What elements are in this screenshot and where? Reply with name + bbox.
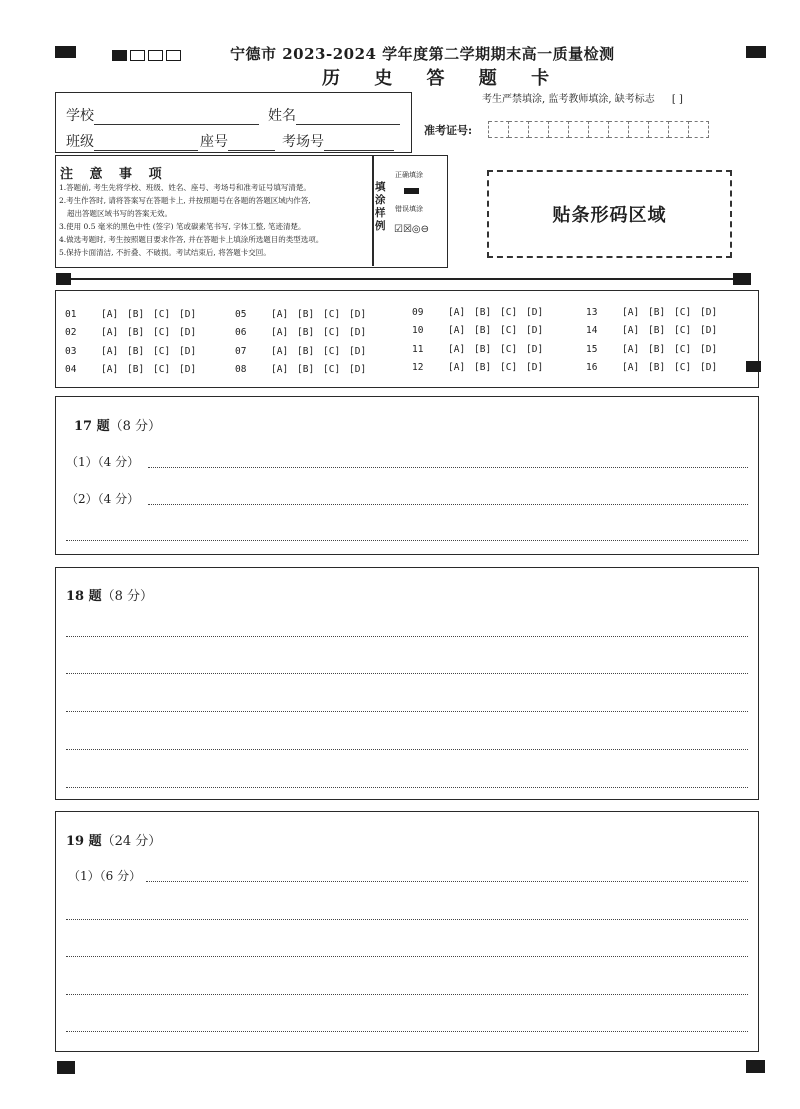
question-number: 16	[586, 362, 598, 374]
mcq-box	[55, 290, 759, 388]
notes-title: 注 意 事 项	[60, 167, 168, 182]
option-C[interactable]: [C]	[153, 345, 171, 357]
option-A[interactable]: [A]	[101, 327, 119, 339]
question-number: 04	[65, 364, 77, 376]
question-number: 15	[586, 343, 598, 355]
question-number: 12	[412, 362, 424, 374]
question-number: 07	[235, 345, 247, 357]
mcq-row	[586, 340, 726, 359]
option-D[interactable]: [D]	[179, 364, 197, 376]
mcq-row	[412, 303, 552, 322]
option-A[interactable]: [A]	[448, 325, 466, 337]
option-A[interactable]: [A]	[622, 343, 640, 355]
option-D[interactable]: [D]	[526, 306, 544, 318]
class-field[interactable]	[94, 134, 198, 151]
option-B[interactable]: [B]	[297, 345, 315, 357]
q18-answer-box	[55, 567, 759, 800]
school-label: 学校	[66, 108, 94, 124]
option-A[interactable]: [A]	[271, 364, 289, 376]
mcq-column	[586, 303, 726, 377]
answer-line[interactable]	[66, 1031, 748, 1032]
q18-title: 18 题	[66, 589, 102, 604]
q19-score: （24 分）	[101, 834, 162, 849]
fill-example-label: 填涂样例	[375, 181, 386, 232]
mcq-row	[235, 305, 375, 324]
option-A[interactable]: [A]	[448, 362, 466, 374]
q17-score: （8 分）	[109, 419, 162, 434]
answer-line[interactable]	[148, 467, 748, 468]
question-number: 06	[235, 327, 247, 339]
mcq-row	[235, 361, 375, 380]
question-number: 11	[412, 343, 424, 355]
mcq-row	[586, 359, 726, 378]
option-C[interactable]: [C]	[153, 327, 171, 339]
option-C[interactable]: [C]	[674, 362, 692, 374]
option-D[interactable]: [D]	[179, 345, 197, 357]
timing-mark-mcq	[746, 361, 761, 372]
option-A[interactable]: [A]	[622, 306, 640, 318]
question-number: 01	[65, 308, 77, 320]
timing-mark-bottom-left	[57, 1061, 75, 1074]
q19-title: 19 题	[66, 834, 102, 849]
option-D[interactable]: [D]	[700, 343, 718, 355]
correct-fill-sample	[404, 188, 419, 194]
mcq-column	[235, 305, 375, 379]
option-B[interactable]: [B]	[127, 308, 145, 320]
mcq-column	[65, 305, 205, 379]
option-D[interactable]: [D]	[349, 345, 367, 357]
option-B[interactable]: [B]	[648, 362, 666, 374]
student-info-box	[55, 92, 412, 153]
option-A[interactable]: [A]	[622, 325, 640, 337]
q19-part-1-label: （1）（6 分）	[68, 869, 142, 883]
seat-label: 座号	[200, 134, 228, 150]
barcode-area	[487, 170, 732, 258]
note-line: 超出答题区域书写的答案无效。	[67, 209, 172, 218]
option-C[interactable]: [C]	[323, 308, 341, 320]
mcq-row	[235, 342, 375, 361]
option-B[interactable]: [B]	[297, 364, 315, 376]
seat-field[interactable]	[228, 134, 275, 151]
option-A[interactable]: [A]	[271, 327, 289, 339]
option-B[interactable]: [B]	[474, 306, 492, 318]
question-number: 14	[586, 325, 598, 337]
option-D[interactable]: [D]	[349, 327, 367, 339]
option-D[interactable]: [D]	[179, 327, 197, 339]
note-line: 2.考生作答时, 请将答案写在答题卡上, 并按照题号在各题的答题区域内作答,	[59, 196, 311, 205]
name-field[interactable]	[296, 108, 400, 125]
timing-mark-top-left	[55, 46, 76, 58]
option-D[interactable]: [D]	[179, 308, 197, 320]
option-D[interactable]: [D]	[700, 306, 718, 318]
option-C[interactable]: [C]	[323, 345, 341, 357]
option-D[interactable]: [D]	[526, 362, 544, 374]
answer-line[interactable]	[66, 636, 748, 637]
question-number: 08	[235, 364, 247, 376]
absent-label: 考生严禁填涂, 监考教师填涂, 缺考标志	[482, 94, 655, 105]
q18-score: （8 分）	[101, 589, 154, 604]
q17-part-1-label: （1）（4 分）	[66, 455, 140, 469]
answer-line[interactable]	[66, 994, 748, 995]
note-line: 1.答题前, 考生先将学校、班级、姓名、座号、考场号和准考证号填写清楚。	[59, 183, 311, 192]
option-C[interactable]: [C]	[153, 308, 171, 320]
option-C[interactable]: [C]	[500, 343, 518, 355]
option-A[interactable]: [A]	[448, 306, 466, 318]
option-B[interactable]: [B]	[474, 325, 492, 337]
mcq-row	[412, 340, 552, 359]
timing-mark-bottom-right	[746, 1060, 765, 1073]
timing-mark-top-right	[746, 46, 766, 58]
option-B[interactable]: [B]	[297, 308, 315, 320]
option-A[interactable]: [A]	[271, 345, 289, 357]
option-A[interactable]: [A]	[271, 308, 289, 320]
barcode-label: 贴条形码区域	[552, 205, 667, 226]
option-C[interactable]: [C]	[153, 364, 171, 376]
answer-line[interactable]	[66, 956, 748, 957]
question-number: 13	[586, 306, 598, 318]
mcq-row	[412, 322, 552, 341]
room-label: 考场号	[282, 134, 324, 150]
school-field[interactable]	[94, 108, 259, 125]
class-label: 班级	[66, 134, 94, 150]
option-D[interactable]: [D]	[526, 343, 544, 355]
timing-mark-left	[56, 273, 71, 285]
option-B[interactable]: [B]	[648, 343, 666, 355]
option-C[interactable]: [C]	[500, 325, 518, 337]
answer-line[interactable]	[148, 504, 748, 505]
card-subtitle: 历 史 答 题 卡	[322, 68, 564, 89]
mcq-row	[586, 303, 726, 322]
wrong-fill-samples: ☑☒◎⊖	[394, 224, 430, 235]
option-C[interactable]: [C]	[674, 343, 692, 355]
mcq-row	[586, 322, 726, 341]
answer-line[interactable]	[66, 787, 748, 788]
option-C[interactable]: [C]	[323, 364, 341, 376]
answer-line[interactable]	[66, 919, 748, 920]
question-number: 10	[412, 325, 424, 337]
note-line: 4.做选考题时, 考生按照题目要求作答, 并在答题卡上填涂所选题目的类型选项。	[59, 235, 324, 244]
option-C[interactable]: [C]	[500, 306, 518, 318]
mcq-row	[65, 324, 205, 343]
q19-answer-box	[55, 811, 759, 1052]
note-line: 5.保持卡面清洁, 不折叠、不破损。考试结束后, 将答题卡交回。	[59, 248, 271, 257]
mcq-column	[412, 303, 552, 377]
answer-line[interactable]	[66, 749, 748, 750]
q17-title: 17 题	[74, 419, 110, 434]
name-label: 姓名	[268, 108, 296, 124]
option-C[interactable]: [C]	[674, 306, 692, 318]
option-A[interactable]: [A]	[101, 364, 119, 376]
option-D[interactable]: [D]	[349, 364, 367, 376]
option-B[interactable]: [B]	[648, 325, 666, 337]
option-B[interactable]: [B]	[127, 345, 145, 357]
admission-number-cells[interactable]	[488, 121, 709, 138]
notes-box	[55, 155, 448, 268]
correct-fill-label: 正确填涂	[395, 171, 423, 179]
option-B[interactable]: [B]	[474, 362, 492, 374]
mcq-row	[412, 359, 552, 378]
room-field[interactable]	[324, 134, 394, 151]
option-A[interactable]: [A]	[622, 362, 640, 374]
option-A[interactable]: [A]	[101, 308, 119, 320]
answer-line[interactable]	[146, 881, 748, 882]
question-number: 05	[235, 308, 247, 320]
page-id-squares	[112, 45, 184, 64]
option-B[interactable]: [B]	[127, 364, 145, 376]
option-D[interactable]: [D]	[700, 362, 718, 374]
option-D[interactable]: [D]	[349, 308, 367, 320]
option-A[interactable]: [A]	[101, 345, 119, 357]
mcq-row	[65, 305, 205, 324]
absent-bracket[interactable]: [ ]	[671, 94, 683, 105]
q17-answer-box	[55, 396, 759, 555]
option-C[interactable]: [C]	[500, 362, 518, 374]
answer-line[interactable]	[66, 673, 748, 674]
option-A[interactable]: [A]	[448, 343, 466, 355]
option-B[interactable]: [B]	[127, 327, 145, 339]
timing-mark-right	[733, 273, 751, 285]
option-B[interactable]: [B]	[297, 327, 315, 339]
option-D[interactable]: [D]	[700, 325, 718, 337]
answer-line[interactable]	[66, 711, 748, 712]
option-D[interactable]: [D]	[526, 325, 544, 337]
question-number: 02	[65, 327, 77, 339]
wrong-fill-label: 错误填涂	[395, 205, 423, 213]
question-number: 03	[65, 345, 77, 357]
separator-line	[71, 278, 733, 280]
answer-line[interactable]	[66, 540, 748, 541]
option-B[interactable]: [B]	[474, 343, 492, 355]
mcq-row	[235, 324, 375, 343]
q17-part-2-label: （2）（4 分）	[66, 492, 140, 506]
option-C[interactable]: [C]	[323, 327, 341, 339]
note-line: 3.使用 0.5 毫米的黑色中性 (签字) 笔或碳素笔书写, 字体工整, 笔迹清楚。	[59, 222, 306, 231]
option-C[interactable]: [C]	[674, 325, 692, 337]
option-B[interactable]: [B]	[648, 306, 666, 318]
admission-label: 准考证号:	[424, 124, 473, 137]
question-number: 09	[412, 306, 424, 318]
mcq-row	[65, 342, 205, 361]
mcq-row	[65, 361, 205, 380]
exam-title: 宁德市 2023-2024 学年度第二学期期末高一质量检测	[230, 45, 615, 63]
